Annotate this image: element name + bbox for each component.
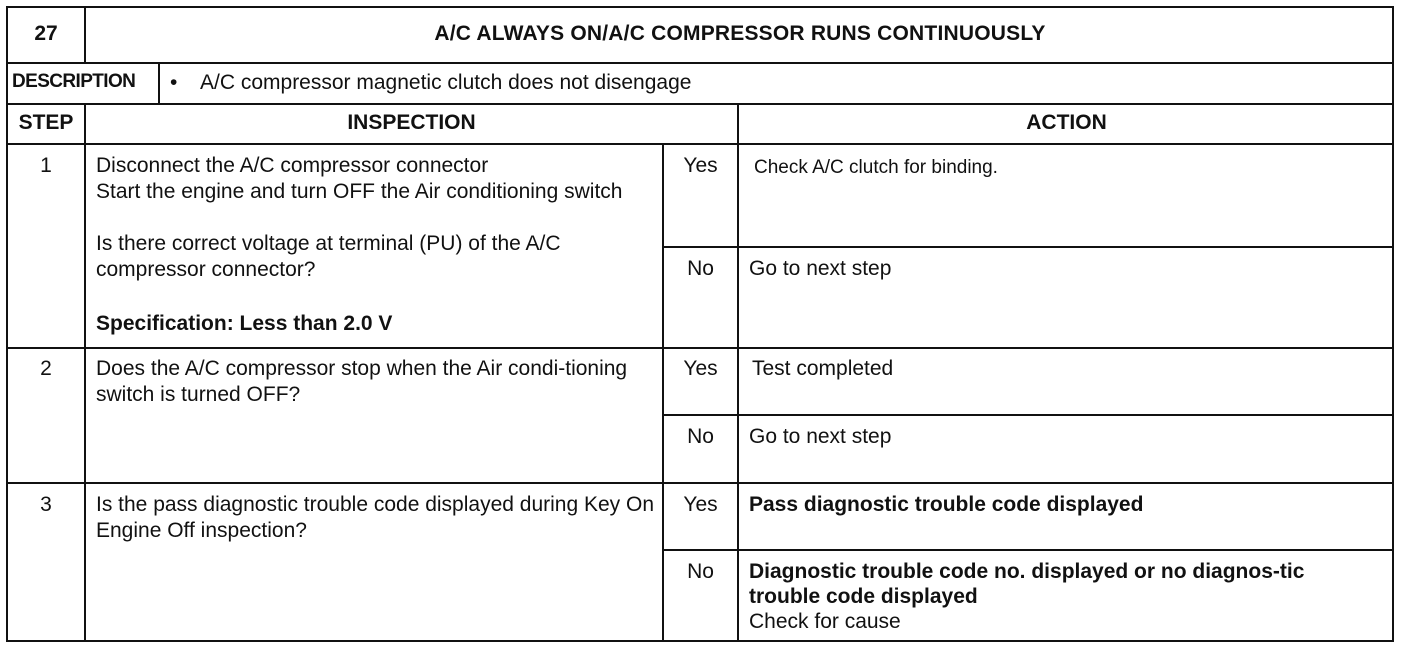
yes-action: Check A/C clutch for binding. xyxy=(754,157,998,178)
divider xyxy=(737,143,739,642)
inspection-text: Start the engine and turn OFF the Air conditioning switch xyxy=(96,180,623,203)
step-number: 1 xyxy=(40,154,52,177)
inspection-text: Is there correct voltage at terminal (PU) of the A/C compressor connector? xyxy=(96,232,561,281)
no-label: No xyxy=(687,425,714,448)
step-number: 2 xyxy=(40,357,52,380)
yes-label: Yes xyxy=(683,357,718,380)
no-action: Diagnostic trouble code no. displayed or no diagnos-tic trouble code displayed xyxy=(749,560,1305,608)
divider xyxy=(158,62,160,103)
divider xyxy=(662,549,1394,551)
procedure-number: 27 xyxy=(34,22,58,45)
description-label: DESCRIPTION xyxy=(12,71,136,92)
divider xyxy=(662,246,1394,248)
description-text: A/C compressor magnetic clutch does not disengage xyxy=(200,71,692,94)
specification-text: Specification: Less than 2.0 V xyxy=(96,312,393,335)
column-header-inspection: INSPECTION xyxy=(347,111,476,134)
divider xyxy=(662,414,1394,416)
column-header-step: STEP xyxy=(18,111,74,134)
yes-label: Yes xyxy=(683,493,718,516)
description-bullet: • xyxy=(170,71,178,94)
step-number: 3 xyxy=(40,493,52,516)
divider xyxy=(8,482,1394,484)
yes-action: Test completed xyxy=(752,357,894,380)
no-label: No xyxy=(687,257,714,280)
column-header-action: ACTION xyxy=(1026,111,1107,134)
procedure-title: A/C ALWAYS ON/A/C COMPRESSOR RUNS CONTINUOUSLY xyxy=(434,22,1046,45)
inspection-text: Is the pass diagnostic trouble code displayed during Key On Engine Off inspection? xyxy=(96,493,655,542)
diagnostic-table xyxy=(6,6,1394,642)
inspection-text: Does the A/C compressor stop when the Air condi-tioning switch is turned OFF? xyxy=(96,357,628,406)
yes-action: Pass diagnostic trouble code displayed xyxy=(749,493,1144,516)
divider xyxy=(8,103,1394,105)
divider xyxy=(84,103,86,642)
divider xyxy=(8,143,1394,145)
no-action: Go to next step xyxy=(749,425,892,448)
divider xyxy=(8,347,1394,349)
yes-label: Yes xyxy=(683,154,718,177)
no-label: No xyxy=(687,560,714,583)
no-action: Go to next step xyxy=(749,257,892,280)
inspection-text: Disconnect the A/C compressor connector xyxy=(96,154,489,177)
no-action-note: Check for cause xyxy=(749,610,901,633)
divider xyxy=(8,62,1394,64)
